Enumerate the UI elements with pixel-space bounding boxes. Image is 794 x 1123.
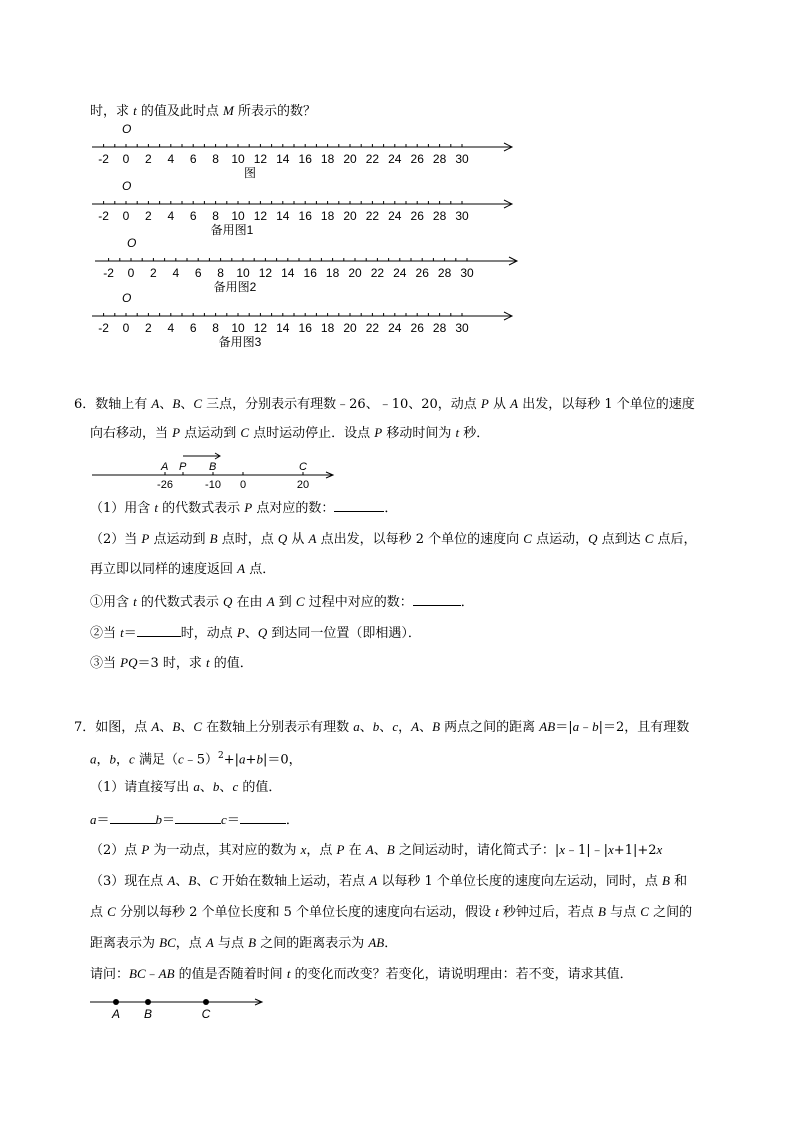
tick-label: -2 bbox=[98, 321, 109, 335]
text-run: 、 bbox=[373, 843, 387, 858]
tick-label: 16 bbox=[298, 209, 312, 223]
math-var: a bbox=[193, 779, 200, 794]
math-var: a bbox=[239, 751, 246, 767]
q6-line1 bbox=[74, 396, 695, 413]
math-var: x bbox=[608, 842, 614, 857]
q7-sub3-a bbox=[90, 873, 687, 890]
math-var: AB bbox=[368, 935, 385, 950]
math-var: a bbox=[572, 719, 580, 734]
math-var: Q bbox=[257, 625, 268, 640]
math-var: A bbox=[308, 531, 317, 546]
math-var: c bbox=[392, 719, 399, 734]
text-run: ＝3 时，求 bbox=[137, 656, 207, 671]
text-run: +1|+2 bbox=[613, 843, 657, 858]
math-var: A bbox=[237, 561, 246, 576]
math-var: C bbox=[107, 904, 116, 919]
text-run: 、 bbox=[159, 397, 173, 412]
tick-label: 4 bbox=[167, 321, 175, 335]
text-run: 的值． bbox=[209, 656, 253, 671]
tick-label: 8 bbox=[212, 152, 219, 166]
math-var: a bbox=[90, 751, 97, 767]
tick-label: 0 bbox=[122, 321, 130, 335]
tick-label: 22 bbox=[370, 266, 385, 280]
text-run: 的值是否随着时间 bbox=[174, 967, 287, 982]
text-run: 点时运动停止．设点 bbox=[249, 426, 375, 441]
tick-label: 2 bbox=[145, 321, 152, 335]
tick-label: 20 bbox=[296, 479, 310, 490]
math-var: t bbox=[206, 655, 210, 670]
text-run: 的值及此时点 bbox=[136, 104, 224, 119]
math-var: PQ bbox=[120, 655, 138, 670]
math-var: BC bbox=[129, 966, 146, 981]
text-run: 在 bbox=[344, 843, 366, 858]
math-var: P bbox=[172, 425, 181, 440]
text-run: 开始在数轴上运动，若点 bbox=[218, 874, 370, 889]
text-run: 的值． bbox=[238, 780, 282, 795]
text-run: 与点 bbox=[213, 936, 249, 951]
math-var: M bbox=[223, 103, 234, 118]
text-run: 、 bbox=[379, 720, 393, 735]
math-var: c bbox=[221, 812, 227, 827]
math-var: b bbox=[256, 751, 263, 767]
text-run: + bbox=[245, 752, 257, 768]
text-run: 的代数式表示 bbox=[136, 595, 224, 610]
tick-label: 26 bbox=[415, 266, 429, 280]
text-run: ． bbox=[285, 813, 299, 828]
math-var: Q bbox=[588, 531, 598, 546]
tick-label: 26 bbox=[410, 152, 424, 166]
text-run: （1）请直接写出 bbox=[90, 780, 194, 795]
text-run: 所表示的数？ bbox=[233, 104, 317, 119]
q7-line1 bbox=[74, 719, 689, 736]
text-run: 在由 bbox=[232, 595, 267, 610]
math-var: P bbox=[480, 396, 489, 411]
text-run: 秒钟过后，若点 bbox=[498, 905, 599, 920]
math-var: t bbox=[455, 425, 460, 440]
origin-label: O bbox=[127, 236, 137, 250]
text-run: 之间运动时，请化简式子：| bbox=[394, 843, 560, 858]
text-run: 从 bbox=[488, 397, 511, 412]
text-run: 以每秒 1 个单位长度的速度向左运动，同时，点 bbox=[377, 874, 663, 889]
math-var: a bbox=[353, 719, 360, 734]
text-run: 、 bbox=[199, 780, 213, 795]
tick-label: 18 bbox=[320, 209, 335, 223]
math-var: C bbox=[193, 396, 203, 411]
text-run: 分别以每秒 2 个单位长度和 5 个单位长度的速度向右运动，假设 bbox=[115, 905, 496, 920]
text-run: 距离表示为 bbox=[90, 936, 160, 951]
tick-label: 24 bbox=[388, 152, 402, 166]
text-run: 请问： bbox=[90, 967, 130, 982]
tick-label: 14 bbox=[281, 266, 295, 280]
q6-sub1 bbox=[90, 499, 397, 517]
tick-label: 20 bbox=[343, 152, 357, 166]
tick-label: -10 bbox=[205, 479, 221, 490]
q6-case2 bbox=[90, 624, 421, 642]
q7-number-line bbox=[88, 994, 268, 1024]
tick-label: 30 bbox=[455, 152, 469, 166]
text-run: 到达同一位置（即相遇）． bbox=[267, 626, 421, 641]
text-run: ， bbox=[96, 752, 110, 768]
tick-label: 2 bbox=[150, 266, 157, 280]
math-var: B bbox=[386, 842, 395, 857]
math-var: x bbox=[300, 842, 307, 857]
superscript: 2 bbox=[218, 751, 224, 761]
text-run: 两点之间的距离 bbox=[440, 720, 540, 735]
tick-label: 0 bbox=[239, 479, 247, 490]
text-run: （3）现在点 bbox=[90, 874, 168, 889]
text-run: 时，动点 bbox=[180, 626, 237, 641]
tick-label: 26 bbox=[410, 209, 424, 223]
tick-label: 16 bbox=[298, 152, 312, 166]
text-run: 、 bbox=[175, 874, 189, 889]
answer-blank bbox=[413, 593, 461, 606]
text-run: ﹣1|﹣| bbox=[564, 843, 609, 858]
point-dot bbox=[203, 999, 209, 1005]
math-var: A bbox=[266, 594, 275, 609]
tick-label: 8 bbox=[212, 209, 219, 223]
tick-label: 8 bbox=[217, 266, 224, 280]
text-run: （1）用含 bbox=[90, 501, 155, 516]
tick-label: 22 bbox=[365, 321, 380, 335]
text-run: 的代数式表示 bbox=[158, 501, 245, 516]
tick-label: 10 bbox=[236, 266, 250, 280]
math-var: Q bbox=[277, 531, 288, 546]
text-run: +| bbox=[223, 752, 240, 768]
math-var: t bbox=[133, 103, 137, 118]
text-run: 点运动到 bbox=[149, 532, 210, 547]
text-run: 满足（ bbox=[134, 752, 178, 768]
text-run: 到 bbox=[274, 595, 296, 610]
text-run: 过程中对应的数： bbox=[304, 595, 413, 610]
math-var: BC bbox=[159, 935, 176, 950]
text-run: ＝| bbox=[555, 720, 573, 735]
text-run: 、 bbox=[180, 720, 194, 735]
tick-label: 6 bbox=[194, 266, 202, 280]
math-var: c bbox=[232, 779, 239, 794]
text-run: 在数轴上分别表示有理数 bbox=[202, 720, 354, 735]
text-run: ，点 bbox=[306, 843, 337, 858]
figure-caption: 图 bbox=[243, 166, 257, 180]
text-run: 点对应的数： bbox=[252, 501, 335, 516]
tick-label: 0 bbox=[122, 209, 130, 223]
tick-label: 6 bbox=[189, 321, 197, 335]
tick-label: 14 bbox=[276, 152, 290, 166]
tick-label: -26 bbox=[157, 479, 173, 490]
math-var: P bbox=[141, 531, 150, 546]
math-var: A bbox=[151, 719, 160, 734]
tick-label: 6 bbox=[189, 152, 197, 166]
math-var: A bbox=[167, 873, 176, 888]
q6-sub2-b bbox=[90, 561, 275, 578]
math-var: c bbox=[177, 751, 184, 767]
text-run: |＝0， bbox=[262, 752, 302, 768]
math-var: t bbox=[133, 594, 137, 609]
number-line-group bbox=[0, 120, 794, 360]
text-run: 、 bbox=[359, 720, 373, 735]
math-var: AB bbox=[158, 966, 175, 981]
text-run: 点到达 bbox=[597, 532, 645, 547]
point-label: B bbox=[209, 461, 217, 473]
tick-label: 14 bbox=[276, 209, 290, 223]
tick-label: 20 bbox=[343, 209, 357, 223]
math-var: P bbox=[244, 500, 253, 515]
point-label: A bbox=[161, 461, 169, 473]
tick-label: 28 bbox=[432, 152, 447, 166]
tick-label: 12 bbox=[253, 209, 268, 223]
q7-sub1 bbox=[90, 779, 281, 796]
point-dot bbox=[113, 999, 119, 1005]
tick-label: 6 bbox=[189, 209, 197, 223]
text-run: 从 bbox=[287, 532, 309, 547]
tick-label: -2 bbox=[98, 152, 109, 166]
text-run: 移动时间为 bbox=[382, 426, 456, 441]
text-run: ﹣ bbox=[145, 967, 159, 982]
q7-sub3-c bbox=[90, 935, 397, 952]
tick-label: 24 bbox=[388, 209, 402, 223]
q7-sub2 bbox=[90, 842, 662, 859]
math-var: x bbox=[559, 842, 565, 857]
figure-caption: 备用图3 bbox=[218, 335, 262, 349]
tick-label: 28 bbox=[432, 209, 447, 223]
text-run: 和 bbox=[670, 874, 688, 889]
q6-case1 bbox=[90, 593, 474, 611]
q6-number-line bbox=[88, 450, 338, 490]
math-var: B bbox=[662, 873, 670, 888]
text-run: 、 bbox=[419, 720, 433, 735]
figure-caption: 备用图2 bbox=[213, 280, 257, 294]
tick-label: 10 bbox=[231, 209, 245, 223]
tick-label: 10 bbox=[231, 152, 245, 166]
math-var: B bbox=[248, 935, 257, 950]
question-5-tail bbox=[90, 103, 316, 120]
math-var: AB bbox=[539, 719, 556, 734]
tick-label: 14 bbox=[276, 321, 290, 335]
math-var: C bbox=[193, 719, 203, 734]
point-label: C bbox=[299, 461, 307, 473]
tick-label: 12 bbox=[253, 152, 268, 166]
tick-label: 30 bbox=[455, 209, 469, 223]
origin-label: O bbox=[122, 291, 132, 305]
math-var: C bbox=[295, 594, 305, 609]
text-run: 之间的距离表示为 bbox=[256, 936, 369, 951]
text-run: （2）点 bbox=[90, 843, 142, 858]
text-run: 与点 bbox=[606, 905, 641, 920]
text-run: 点出发，以每秒 2 个单位的速度向 bbox=[316, 532, 524, 547]
tick-label: 18 bbox=[320, 152, 335, 166]
math-var: C bbox=[640, 904, 649, 919]
text-run: 之间的 bbox=[648, 905, 693, 920]
text-run: ． bbox=[384, 936, 398, 951]
math-var: C bbox=[209, 873, 219, 888]
text-run: 7．如图，点 bbox=[74, 720, 152, 735]
text-run: 出发，以每秒 1 个单位的速度 bbox=[518, 397, 695, 412]
tick-label: 0 bbox=[127, 266, 135, 280]
q7-sub3-d bbox=[90, 966, 633, 983]
math-var: b bbox=[155, 812, 163, 827]
tick-label: 24 bbox=[388, 321, 402, 335]
math-var: A bbox=[411, 719, 420, 734]
text-run: ， bbox=[116, 752, 130, 768]
math-var: B bbox=[172, 719, 181, 734]
answer-blank bbox=[240, 811, 286, 824]
answer-blank bbox=[175, 811, 221, 824]
tick-label: -2 bbox=[98, 209, 109, 223]
text-run: |＝2，且有理数 bbox=[598, 720, 690, 735]
math-var: B bbox=[172, 396, 181, 411]
text-run: ＝ bbox=[123, 626, 137, 641]
text-run: 点后， bbox=[653, 532, 697, 547]
math-var: b bbox=[372, 719, 380, 734]
text-run: 三点，分别表示有理数﹣26、﹣10、20，动点 bbox=[202, 397, 481, 412]
text-run: 时，求 bbox=[90, 104, 134, 119]
figure-caption: 备用图1 bbox=[210, 223, 254, 237]
answer-blank bbox=[137, 624, 181, 637]
origin-label: O bbox=[122, 122, 132, 136]
point-label: C bbox=[201, 1007, 211, 1021]
number-lines-svg bbox=[0, 120, 794, 360]
math-var: B bbox=[188, 873, 197, 888]
tick-label: 18 bbox=[320, 321, 335, 335]
math-var: x bbox=[656, 842, 663, 857]
math-var: A bbox=[365, 842, 374, 857]
text-run: ﹣5） bbox=[183, 752, 219, 768]
text-run: 点 bbox=[90, 905, 108, 920]
math-var: A bbox=[369, 873, 378, 888]
text-run: ． bbox=[384, 501, 398, 516]
math-var: t bbox=[154, 500, 159, 515]
text-run: 、 bbox=[159, 720, 173, 735]
q6-sub2-a bbox=[90, 531, 697, 548]
math-var: a bbox=[90, 812, 97, 827]
tick-label: 12 bbox=[258, 266, 273, 280]
point-label: A bbox=[111, 1007, 121, 1021]
text-run: ． bbox=[460, 595, 474, 610]
point-label: B bbox=[143, 1007, 153, 1021]
tick-label: 16 bbox=[298, 321, 312, 335]
point-dot bbox=[145, 999, 151, 1005]
tick-label: 4 bbox=[172, 266, 180, 280]
math-var: Q bbox=[223, 594, 233, 609]
tick-label: 20 bbox=[343, 321, 357, 335]
text-run: 6．数轴上有 bbox=[74, 397, 152, 412]
text-run: 再立即以同样的速度返回 bbox=[90, 562, 238, 577]
tick-label: 30 bbox=[455, 321, 469, 335]
answer-blank bbox=[334, 499, 384, 512]
tick-label: 10 bbox=[231, 321, 245, 335]
tick-label: 30 bbox=[460, 266, 474, 280]
math-var: c bbox=[129, 751, 135, 767]
text-run: ， bbox=[398, 720, 412, 735]
math-var: P bbox=[374, 425, 383, 440]
tick-label: 0 bbox=[122, 152, 130, 166]
q7-line2 bbox=[90, 748, 302, 768]
tick-label: 28 bbox=[432, 321, 447, 335]
q6-line2 bbox=[90, 425, 489, 442]
math-var: C bbox=[644, 531, 654, 546]
q7-sub3-b bbox=[90, 904, 692, 921]
tick-label: 22 bbox=[365, 152, 380, 166]
tick-label: 24 bbox=[393, 266, 407, 280]
tick-label: 4 bbox=[167, 152, 175, 166]
math-var: t bbox=[120, 625, 124, 640]
math-var: P bbox=[336, 842, 345, 857]
math-var: A bbox=[205, 935, 214, 950]
text-run: ③当 bbox=[90, 656, 121, 671]
math-var: B bbox=[598, 904, 606, 919]
tick-label: 18 bbox=[325, 266, 340, 280]
math-var: P bbox=[141, 842, 150, 857]
text-run: 、 bbox=[196, 874, 210, 889]
math-var: t bbox=[495, 904, 499, 919]
point-label: P bbox=[179, 461, 187, 473]
answer-blank bbox=[110, 811, 156, 824]
math-var: b bbox=[109, 751, 117, 767]
math-var: A bbox=[510, 396, 519, 411]
tick-label: 2 bbox=[145, 209, 152, 223]
tick-label: 12 bbox=[253, 321, 268, 335]
text-run: ＝ bbox=[96, 813, 110, 828]
math-var: P bbox=[236, 625, 245, 640]
text-run: ②当 bbox=[90, 626, 121, 641]
math-var: b bbox=[592, 719, 599, 734]
text-run: 秒． bbox=[459, 426, 490, 441]
text-run: 点运动到 bbox=[180, 426, 241, 441]
tick-label: 26 bbox=[410, 321, 424, 335]
tick-label: 20 bbox=[348, 266, 362, 280]
text-run: 、 bbox=[180, 397, 194, 412]
q6-case3 bbox=[90, 655, 253, 672]
text-run: 点． bbox=[245, 562, 276, 577]
text-run: 为一动点，其对应的数为 bbox=[149, 843, 301, 858]
text-run: ＝ bbox=[226, 813, 240, 828]
origin-label: O bbox=[122, 179, 132, 193]
text-run: 向右移动，当 bbox=[90, 426, 173, 441]
q7-answers bbox=[90, 811, 299, 829]
math-var: B bbox=[432, 719, 441, 734]
text-run: ，点 bbox=[175, 936, 206, 951]
text-run: 的变化而改变？若变化，请说明理由：若不变，请求其值． bbox=[290, 967, 633, 982]
tick-label: 22 bbox=[365, 209, 380, 223]
tick-label: 16 bbox=[303, 266, 317, 280]
text-run: （2）当 bbox=[90, 532, 142, 547]
text-run: ﹣ bbox=[579, 720, 593, 735]
text-run: 、 bbox=[244, 626, 258, 641]
math-var: t bbox=[286, 966, 291, 981]
tick-label: 4 bbox=[167, 209, 175, 223]
text-run: 点运动， bbox=[531, 532, 589, 547]
math-var: B bbox=[209, 531, 218, 546]
math-var: C bbox=[523, 531, 532, 546]
tick-label: 8 bbox=[212, 321, 219, 335]
tick-label: 2 bbox=[145, 152, 152, 166]
text-run: ①用含 bbox=[90, 595, 134, 610]
math-var: C bbox=[240, 425, 250, 440]
text-run: 、 bbox=[219, 780, 233, 795]
tick-label: -2 bbox=[103, 266, 114, 280]
text-run: ＝ bbox=[162, 813, 176, 828]
math-var: b bbox=[212, 779, 220, 794]
tick-label: 28 bbox=[437, 266, 452, 280]
text-run: 点时，点 bbox=[217, 532, 278, 547]
math-var: A bbox=[151, 396, 160, 411]
